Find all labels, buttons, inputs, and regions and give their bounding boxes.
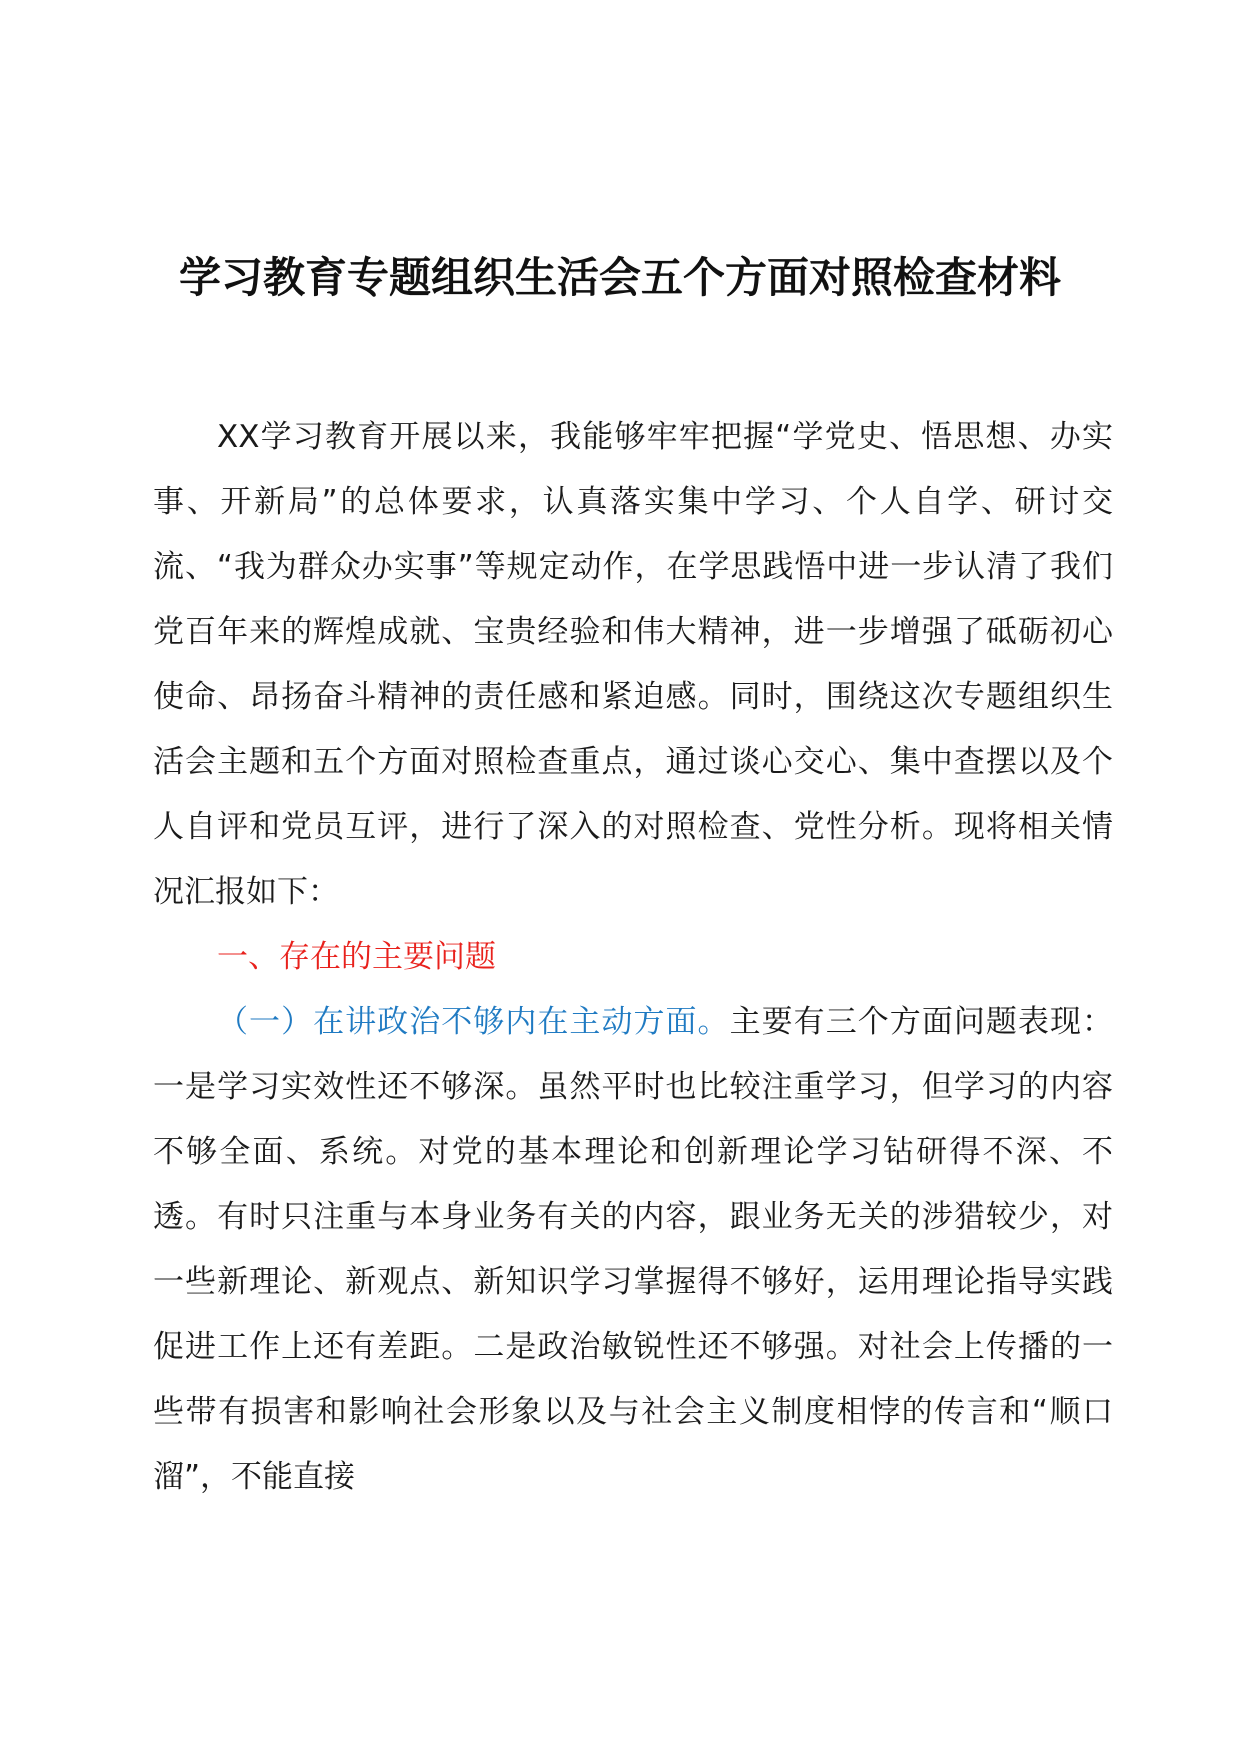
section-heading: 一、存在的主要问题 — [217, 939, 496, 975]
subsection-body: 主要有三个方面问题表现：一是学习实效性还不够深。虽然平时也比较注重学习，但学习的内容不够全面、系统。对党的基本理论和创新理论学习钻研得不深、不透。有时只注重与本身业务有关的内容，跟业务无关的涉猎较少，对一些新理论、新观点、新知识学习掌握得不够好，运用理论指导实践促进工作上还有差距。二是政治敏锐性还不够强。对社会上传播的一些带有损害和影响社会形象以及与社会主义制度相悖的传言和“顺口溜”，不能直接 — [153, 1004, 1113, 1495]
subsection-heading: （一）在讲政治不够内在主动方面。 — [217, 1004, 730, 1040]
document-title: 学习教育专题组织生活会五个方面对照检查材料 — [178, 253, 1061, 302]
document-body — [153, 405, 1113, 1510]
subsection-paragraph — [153, 990, 1113, 1510]
intro-paragraph: XX学习教育开展以来，我能够牢牢把握“学党史、悟思想、办实事、开新局”的总体要求，认真落实集中学习、个人自学、研讨交流、“我为群众办实事”等规定动作，在学思践悟中进一步认清了我们党百年来的辉煌成就、宝贵经验和伟大精神，进一步增强了砥砺初心使命、昂扬奋斗精神的责任感和紧迫感。同时，围绕这次专题组织生活会主题和五个方面对照检查重点，通过谈心交心、集中查摆以及个人自评和党员互评，进行了深入的对照检查、党性分析。现将相关情况汇报如下： — [153, 419, 1113, 910]
